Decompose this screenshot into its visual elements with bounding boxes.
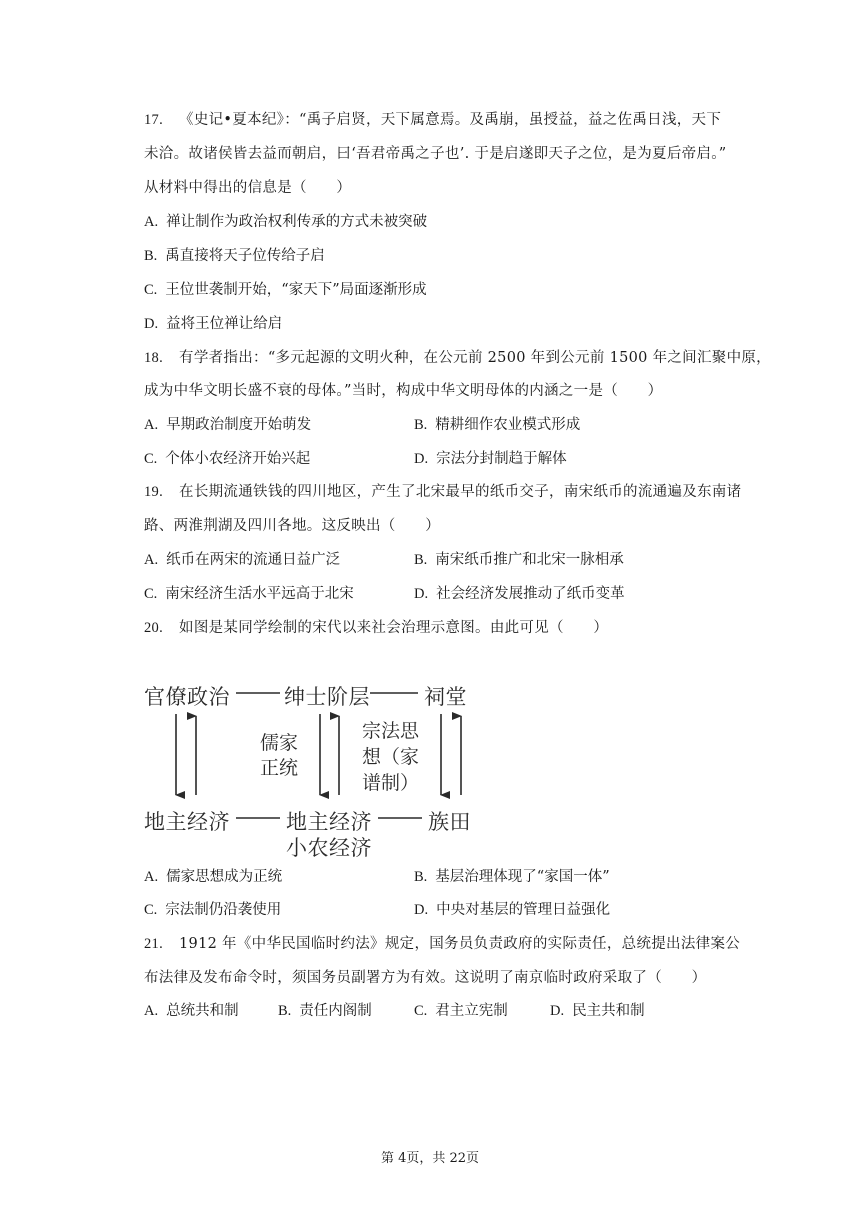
q21-option-b[interactable]: B. 责任内阁制 [278,1003,372,1019]
q18-option-b[interactable]: B. 精耕细作农业模式形成 [414,417,581,433]
node-ancestral-hall: 祠堂 [424,685,467,709]
label-orthodox: 正统 [260,757,299,779]
q19-option-a[interactable]: A. 纸币在两宋的流通日益广泛 [144,552,341,568]
q17-option-c[interactable]: C. 王位世袭制开始，“家天下”局面逐渐形成 [144,282,427,298]
q20-option-c[interactable]: C. 宗法制仍沿袭使用 [144,902,282,918]
q17-line-1: 17. 《史记•夏本纪》：“禹子启贤，天下属意焉。及禹崩，虽授益，益之佐禹日浅，天下 [144,112,722,128]
q19-option-d[interactable]: D. 社会经济发展推动了纸币变革 [414,586,625,602]
q18-option-d[interactable]: D. 宗法分封制趋于解体 [414,451,567,467]
label-clan-thought-1: 宗法思 [362,720,420,742]
q18-line-2: 成为中华文明长盛不衰的母体。”当时，构成中华文明母体的内涵之一是（ ） [144,383,663,399]
q17-option-b[interactable]: B. 禹直接将天子位传给子启 [144,248,325,264]
q19-line-1: 19. 在长期流通铁钱的四川地区，产生了北宋最早的纸币交子，南宋纸币的流通遍及东南诸 [144,484,742,500]
label-clan-thought-2: 想（家 [362,746,420,768]
label-clan-thought-3: 谱制） [362,772,420,794]
q21-option-c[interactable]: C. 君主立宪制 [414,1003,508,1019]
q18-line-1: 18. 有学者指出：“多元起源的文明火种，在公元前 2500 年到公元前 1500 年之间汇聚中原， [144,350,771,366]
q21-line-1: 21. 1912 年《中华民国临时约法》规定，国务员负责政府的实际责任，总统提出法律案公 [144,936,741,952]
q20-option-d[interactable]: D. 中央对基层的管理日益强化 [414,902,611,918]
q21-option-a[interactable]: A. 总统共和制 [144,1003,239,1019]
node-smallholder-economy: 小农经济 [286,836,372,860]
label-confucian: 儒家 [260,732,299,754]
q21-line-2: 布法律及发布命令时，须国务员副署方为有效。这说明了南京临时政府采取了（ ） [144,970,707,986]
q17-line-3: 从材料中得出的信息是（ ） [144,180,352,196]
q18-option-a[interactable]: A. 早期政治制度开始萌发 [144,417,312,433]
q20-option-a[interactable]: A. 儒家思想成为正统 [144,869,283,885]
q21-option-d[interactable]: D. 民主共和制 [550,1003,645,1019]
q19-line-2: 路、两淮荆湖及四川各地。这反映出（ ） [144,518,440,534]
q19-option-b[interactable]: B. 南宋纸币推广和北宋一脉相承 [414,552,624,568]
q20-option-b[interactable]: B. 基层治理体现了“家国一体” [414,869,610,885]
q20-line-1: 20. 如图是某同学绘制的宋代以来社会治理示意图。由此可见（ ） [144,620,609,636]
q19-option-c[interactable]: C. 南宋经济生活水平远高于北宋 [144,586,354,602]
node-landlord-economy-mid: 地主经济 [286,810,372,834]
node-bureaucratic-politics: 官僚政治 [144,685,230,709]
node-gentry: 绅士阶层 [284,685,370,709]
page-footer: 第 4页，共 22页 [380,1151,480,1166]
q18-option-c[interactable]: C. 个体小农经济开始兴起 [144,451,311,467]
q17-option-a[interactable]: A. 禅让制作为政治权利传承的方式未被突破 [144,214,428,230]
node-landlord-economy-left: 地主经济 [144,810,230,834]
node-clan-land: 族田 [428,810,471,834]
q17-option-d[interactable]: D. 益将王位禅让给启 [144,316,283,332]
q17-line-2: 未洽。故诸侯皆去益而朝启，曰‘吾君帝禹之子也’. 于是启遂即天子之位，是为夏后帝启。” [144,146,727,162]
